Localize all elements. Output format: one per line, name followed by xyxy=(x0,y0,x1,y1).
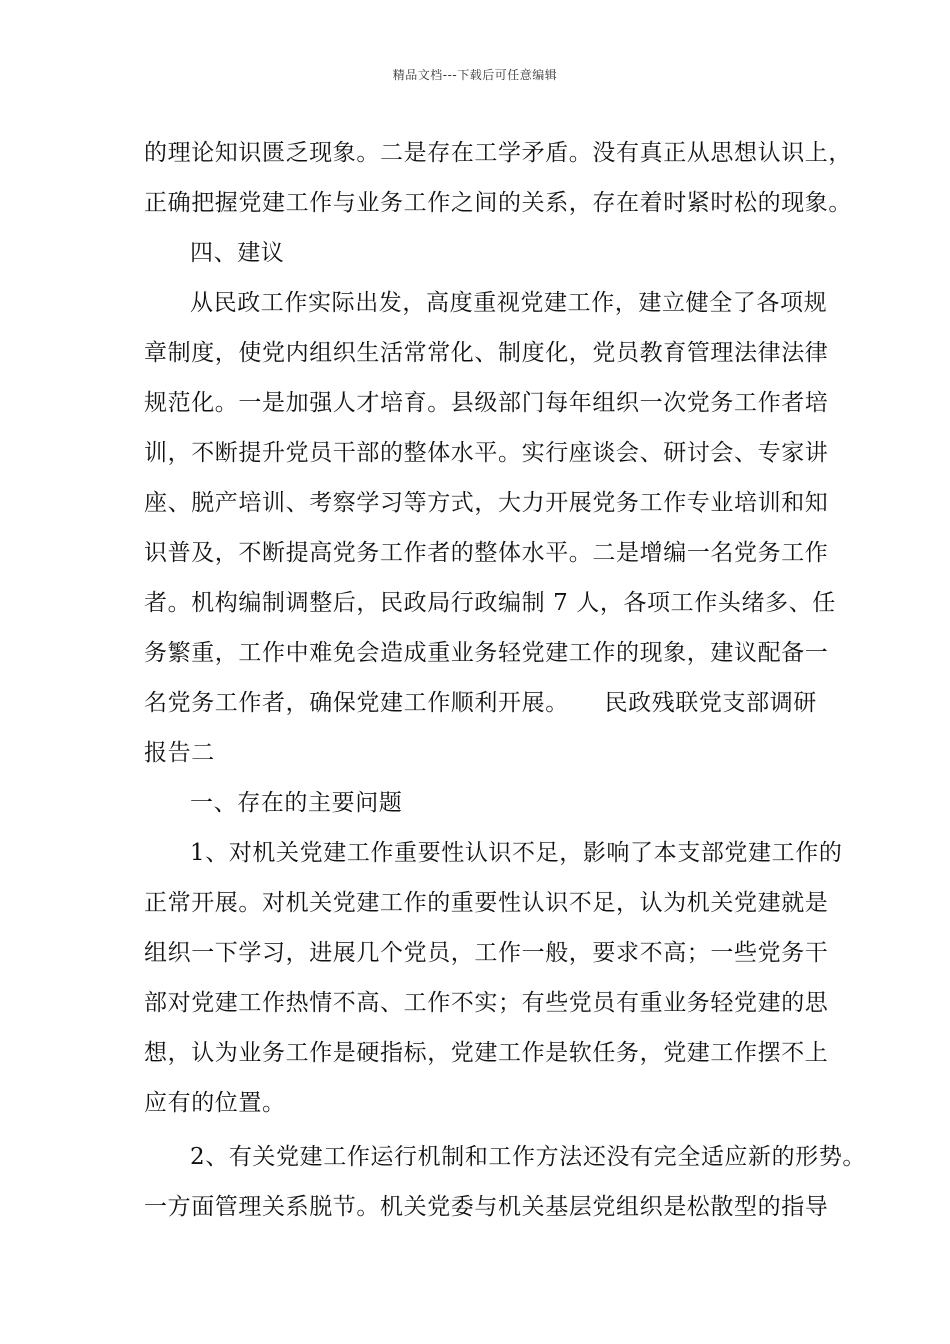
body-line: 想，认为业务工作是硬指标，党建工作是软任务，党建工作摆不上 xyxy=(144,1040,829,1066)
body-line: 一方面管理关系脱节。机关党委与机关基层党组织是松散型的指导 xyxy=(144,1194,829,1220)
body-line: 应有的位置。 xyxy=(144,1090,286,1116)
body-line: 部对党建工作热情不高、工作不实；有些党员有重业务轻党建的思 xyxy=(144,990,829,1016)
body-line: 识普及，不断提高党务工作者的整体水平。二是增编一名党务工作 xyxy=(144,540,829,566)
body-line: 从民政工作实际出发，高度重视党建工作，建立健全了各项规 xyxy=(190,290,828,316)
body-line: 务繁重，工作中难免会造成重业务轻党建工作的现象，建议配备一 xyxy=(144,640,829,666)
body-line: 的理论知识匮乏现象。二是存在工学矛盾。没有真正从思想认识上， xyxy=(144,140,852,166)
body-line: 章制度，使党内组织生活常常化、制度化，党员教育管理法律法律 xyxy=(144,340,829,366)
body-line: 正确把握党建工作与业务工作之间的关系，存在着时紧时松的现象。 xyxy=(144,190,852,216)
section-heading: 一、存在的主要问题 xyxy=(190,790,403,816)
body-line: 组织一下学习，进展几个党员，工作一般，要求不高；一些党务干 xyxy=(144,940,829,966)
page-header: 精品文档---下载后可任意编辑 xyxy=(392,68,558,82)
section-heading: 四、建议 xyxy=(190,240,285,266)
body-line: 名党务工作者，确保党建工作顺利开展。 民政残联党支部调研 xyxy=(144,690,817,716)
body-line: 者。机构编制调整后，民政局行政编制 7 人，各项工作头绪多、任 xyxy=(144,590,836,616)
body-line: 2、有关党建工作运行机制和工作方法还没有完全适应新的形势。 xyxy=(190,1144,867,1170)
body-line: 训，不断提升党员干部的整体水平。实行座谈会、研讨会、专家讲 xyxy=(144,440,829,466)
body-line: 1、对机关党建工作重要性认识不足，影响了本支部党建工作的 xyxy=(190,840,843,866)
document-body xyxy=(144,128,867,1232)
body-line: 报告二 xyxy=(144,740,215,766)
body-line: 规范化。一是加强人才培育。县级部门每年组织一次党务工作者培 xyxy=(144,390,829,416)
body-line: 正常开展。对机关党建工作的重要性认识不足，认为机关党建就是 xyxy=(144,890,829,916)
body-line: 座、脱产培训、考察学习等方式，大力开展党务工作专业培训和知 xyxy=(144,490,829,516)
